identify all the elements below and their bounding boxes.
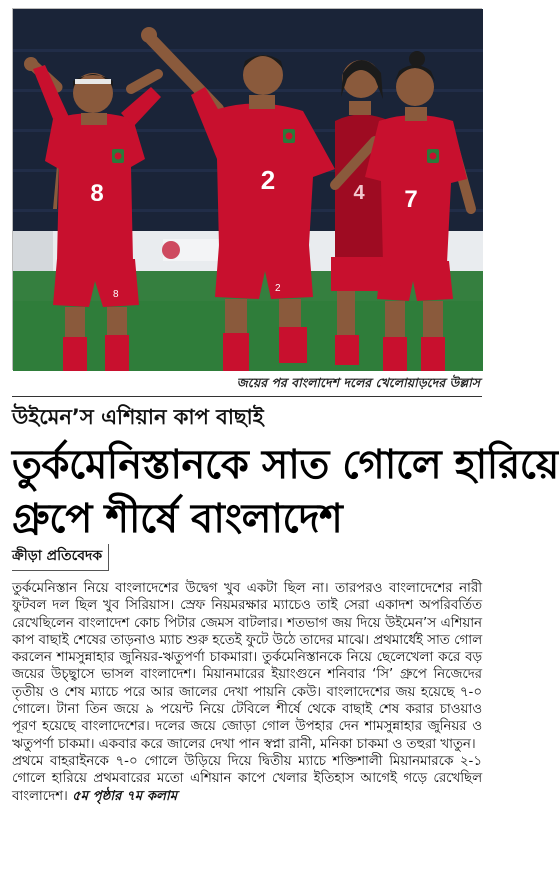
players-celebration-illustration [13,9,483,371]
headline-line-2: গ্রুপে শীর্ষে বাংলাদেশ [12,496,343,542]
continued-on-page: ৫ম পৃষ্ঠার ৭ম কলাম [71,788,178,804]
svg-text:2: 2 [260,165,276,195]
svg-text:8: 8 [113,289,119,300]
body-paragraph-1: তুর্কমেনিস্তান নিয়ে বাংলাদেশের উদ্বেগ খুব একটা ছিল না। তারপরও বাংলাদেশের নারী ফুটবল দল ছিল খুব সিরিয়াস। স্রেফ নিয়মরক্ষার ম্যাচেও তাই সেরা একাদশ অপরিবর্তিত রেখেছিলেন বাংলাদেশ কোচ পিটার জেমস বাটলার। শতভাগ জয় দিয়ে উইমেন’স এশিয়ান কাপ বাছাই শেষের তাড়নাও ম্যাচ শুরু হতেই ফুটে উঠে তাদের মাঝে। প্রথমার্ধেই সাত গোল করলেন শামসুন্নাহার জুনিয়র-ঋতুপর্ণা চাকমারা। তুর্কমেনিস্তানকে নিয়ে ছেলেখেলা করে বড় জয়ের উচ্ছ্বাসে ভাসল বাংলাদেশ। মিয়ানমারের ইয়াংগুনে শনিবার ‘সি’ গ্রুপে নিজেদের তৃতীয় ও শেষ ম্যাচে পরে আর জালের দেখা পায়নি কেউ। বাংলাদেশের জয় হয়েছে ৭-০ গোলে। টানা তিন জয়ে ৯ পয়েন্ট নিয়ে টেবিলে শীর্ষে থেকে বাছাই শেষ করার চাওয়াও পূরণ হয়েছে বাংলাদেশের। দলের জয়ে জোড়া গোল উপহার দেন শামসুন্নাহার জুনিয়র ও ঋতুপর্ণা চাকমা। একবার করে জালের দেখা পান স্বপ্না রানী, মনিকা চাকমা ও তহুরা খাতুন। [12,581,482,752]
photo-caption: জয়ের পর বাংলাদেশ দলের খেলোয়াড়দের উল্লাস [236,375,480,390]
svg-text:4: 4 [353,182,365,204]
kicker-heading: উইমেন’স এশিয়ান কাপ বাছাই [12,405,264,429]
svg-text:8: 8 [90,180,104,207]
article-body [12,580,482,805]
caption-divider [12,396,482,397]
byline: ক্রীড়া প্রতিবেদক [12,544,109,571]
svg-text:7: 7 [404,186,418,213]
headline [12,438,559,546]
article-photo [12,8,482,370]
body-paragraph-2 [12,753,482,805]
body-paragraph-2-text: প্রথমে বাহরাইনকে ৭-০ গোলে উড়িয়ে দিয়ে দ্বিতীয় ম্যাচে শক্তিশালী মিয়ানমারকে ২-১ গোলে হারিয়ে প্রথমবারের মতো এশিয়ান কাপে খেলার ইতিহাস আগেই গড়ে রেখেছিল বাংলাদেশ। [12,753,482,804]
svg-text:2: 2 [275,283,281,294]
headline-line-1: তুর্কমেনিস্তানকে সাত গোলে হারিয়ে [12,442,559,488]
